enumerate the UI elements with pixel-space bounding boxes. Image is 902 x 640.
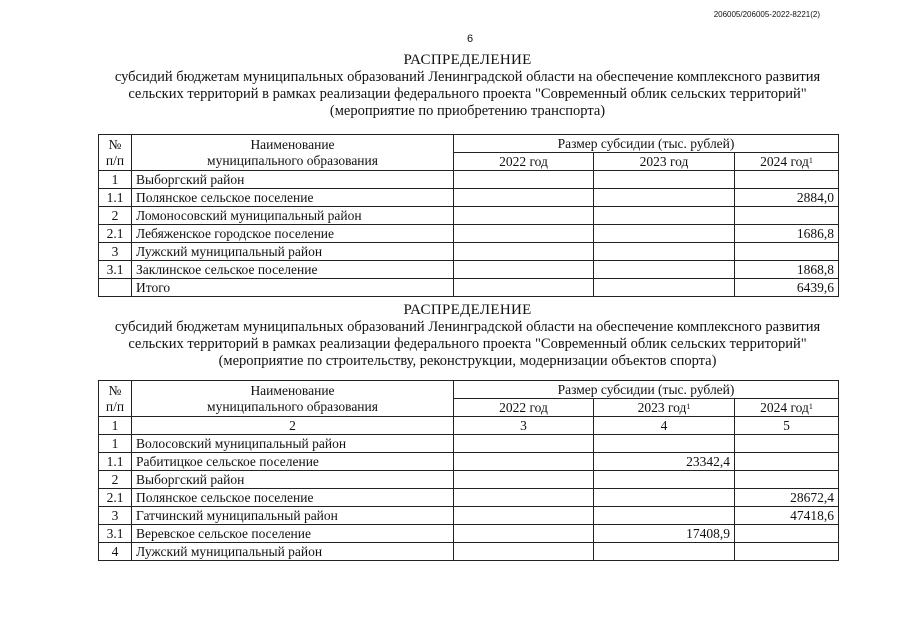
row-value-2023: [594, 435, 735, 453]
header-year-label: 2024 год: [760, 399, 809, 415]
row-value-2024: [735, 453, 839, 471]
row-num-cell: 2.1: [99, 225, 132, 243]
table-row: [99, 171, 839, 189]
row-value-2024: 28672,4: [735, 489, 839, 507]
header-num-line-2: п/п: [105, 398, 125, 414]
header-year-1: [594, 153, 735, 171]
header-name-line-1: Наименование: [250, 136, 335, 152]
table-row: [99, 489, 839, 507]
header-year-label: 2024 год: [760, 153, 809, 169]
section-2-heading: [60, 302, 875, 370]
row-value-2022: [454, 207, 594, 225]
row-value-2023: [594, 489, 735, 507]
row-value-2023: [594, 261, 735, 279]
column-index-cell: 2: [132, 417, 454, 435]
header-subsidy-group: Размер субсидии (тыс. рублей): [454, 135, 839, 153]
row-num-cell: 1: [99, 435, 132, 453]
table-row: [99, 243, 839, 261]
table-row: [99, 471, 839, 489]
header-name: [132, 135, 454, 171]
row-value-2022: [454, 225, 594, 243]
table-row: [99, 189, 839, 207]
row-value-2022: [454, 525, 594, 543]
row-value-2024: [735, 525, 839, 543]
section-1-heading: [60, 52, 875, 120]
row-num-cell: 3: [99, 507, 132, 525]
header-year-1: [594, 399, 735, 417]
row-value-2024: 1686,8: [735, 225, 839, 243]
footnote-marker: 1: [686, 401, 691, 411]
table-row: [99, 525, 839, 543]
header-year-2: [735, 153, 839, 171]
row-value-2022: [454, 435, 594, 453]
table-header-row: [99, 381, 839, 399]
table-row: [99, 225, 839, 243]
row-value-2024: [735, 543, 839, 561]
header-year-label: 2022 год: [499, 399, 548, 415]
table-row: [99, 261, 839, 279]
row-value-2023: [594, 507, 735, 525]
row-num-cell: 1.1: [99, 453, 132, 471]
row-num-cell: 2.1: [99, 489, 132, 507]
row-value-2022: [454, 489, 594, 507]
row-value-2024: 6439,6: [735, 279, 839, 297]
row-num-cell: 1: [99, 171, 132, 189]
row-value-2023: 23342,4: [594, 453, 735, 471]
section-2-table-body: [99, 435, 839, 561]
row-value-2022: [454, 453, 594, 471]
row-value-2022: [454, 189, 594, 207]
row-value-2023: [594, 189, 735, 207]
header-num-line-2: п/п: [105, 152, 125, 168]
table-header-row: [99, 135, 839, 153]
header-year-label: 2023 год: [637, 399, 687, 415]
header-year-label: 2022 год: [499, 153, 548, 169]
table-column-index-row: [99, 417, 839, 435]
row-value-2023: [594, 171, 735, 189]
table-row: [99, 207, 839, 225]
table-row: [99, 453, 839, 471]
row-num-cell: 1.1: [99, 189, 132, 207]
row-name-cell: Полянское сельское поселение: [132, 489, 454, 507]
row-value-2023: [594, 471, 735, 489]
page-number: 6: [466, 33, 474, 45]
section-2-title: РАСПРЕДЕЛЕНИЕ: [403, 302, 532, 318]
header-year-2: [735, 399, 839, 417]
row-value-2022: [454, 279, 594, 297]
section-1-title: РАСПРЕДЕЛЕНИЕ: [403, 52, 532, 68]
header-name-line-1: Наименование: [250, 382, 335, 398]
row-name-cell: Лужский муниципальный район: [132, 543, 454, 561]
row-name-cell: Рабитицкое сельское поселение: [132, 453, 454, 471]
row-num-cell: 2: [99, 207, 132, 225]
column-index-cell: 4: [594, 417, 735, 435]
row-name-cell: Выборгский район: [132, 471, 454, 489]
header-year-label: 2023 год: [639, 153, 689, 169]
section-1-table-body: [99, 171, 839, 297]
row-value-2024: [735, 435, 839, 453]
section-1-table: [98, 134, 839, 297]
table-row: [99, 435, 839, 453]
row-value-2023: 17408,9: [594, 525, 735, 543]
row-value-2024: 1868,8: [735, 261, 839, 279]
row-value-2022: [454, 471, 594, 489]
table-row: [99, 543, 839, 561]
column-index-cell: 1: [99, 417, 132, 435]
row-value-2022: [454, 507, 594, 525]
table-row: [99, 279, 839, 297]
section-2-subtitle-line-2: сельских территорий в рамках реализации федерального проекта "Современный облик сельских территорий": [128, 336, 807, 352]
row-name-cell: Волосовский муниципальный район: [132, 435, 454, 453]
row-value-2024: [735, 243, 839, 261]
row-value-2022: [454, 171, 594, 189]
row-value-2024: [735, 207, 839, 225]
row-value-2022: [454, 543, 594, 561]
row-name-cell: Гатчинский муниципальный район: [132, 507, 454, 525]
row-num-cell: [99, 279, 132, 297]
section-1-subtitle-line-1: субсидий бюджетам муниципальных образований Ленинградской области на обеспечение комплексного развития: [114, 69, 821, 85]
row-value-2023: [594, 543, 735, 561]
row-name-cell: Выборгский район: [132, 171, 454, 189]
row-num-cell: 3.1: [99, 261, 132, 279]
header-year-0: [454, 399, 594, 417]
section-2-table: [98, 380, 839, 561]
row-value-2024: 2884,0: [735, 189, 839, 207]
section-2-subtitle-line-1: субсидий бюджетам муниципальных образований Ленинградской области на обеспечение комплексного развития: [114, 319, 821, 335]
row-value-2022: [454, 243, 594, 261]
document-id: 206005/206005-2022-8221(2): [713, 10, 820, 19]
row-value-2024: [735, 171, 839, 189]
row-value-2023: [594, 243, 735, 261]
header-year-0: [454, 153, 594, 171]
footnote-marker: 1: [808, 401, 813, 411]
header-name-line-2: муниципального образования: [207, 152, 378, 168]
row-value-2023: [594, 225, 735, 243]
header-num-line-1: №: [108, 382, 122, 398]
row-name-cell: Итого: [132, 279, 454, 297]
section-2-subtitle-line-3: (мероприятие по строительству, реконструкции, модернизации объектов спорта): [218, 353, 717, 369]
row-name-cell: Ломоносовский муниципальный район: [132, 207, 454, 225]
row-name-cell: Лужский муниципальный район: [132, 243, 454, 261]
row-num-cell: 4: [99, 543, 132, 561]
row-value-2023: [594, 279, 735, 297]
row-num-cell: 3.1: [99, 525, 132, 543]
row-name-cell: Заклинское сельское поселение: [132, 261, 454, 279]
header-name-line-2: муниципального образования: [207, 398, 378, 414]
header-num: [99, 135, 132, 171]
section-1-subtitle-line-2: сельских территорий в рамках реализации федерального проекта "Современный облик сельских территорий": [128, 86, 807, 102]
row-name-cell: Веревское сельское поселение: [132, 525, 454, 543]
table-row: [99, 507, 839, 525]
row-name-cell: Полянское сельское поселение: [132, 189, 454, 207]
section-1-subtitle-line-3: (мероприятие по приобретению транспорта): [329, 103, 606, 119]
header-num: [99, 381, 132, 417]
footnote-marker: 1: [808, 155, 813, 165]
header-name: [132, 381, 454, 417]
row-num-cell: 3: [99, 243, 132, 261]
row-name-cell: Лебяженское городское поселение: [132, 225, 454, 243]
header-num-line-1: №: [108, 136, 122, 152]
row-value-2023: [594, 207, 735, 225]
column-index-cell: 5: [735, 417, 839, 435]
column-index-cell: 3: [454, 417, 594, 435]
row-num-cell: 2: [99, 471, 132, 489]
row-value-2024: 47418,6: [735, 507, 839, 525]
row-value-2022: [454, 261, 594, 279]
header-subsidy-group: Размер субсидии (тыс. рублей): [454, 381, 839, 399]
row-value-2024: [735, 471, 839, 489]
